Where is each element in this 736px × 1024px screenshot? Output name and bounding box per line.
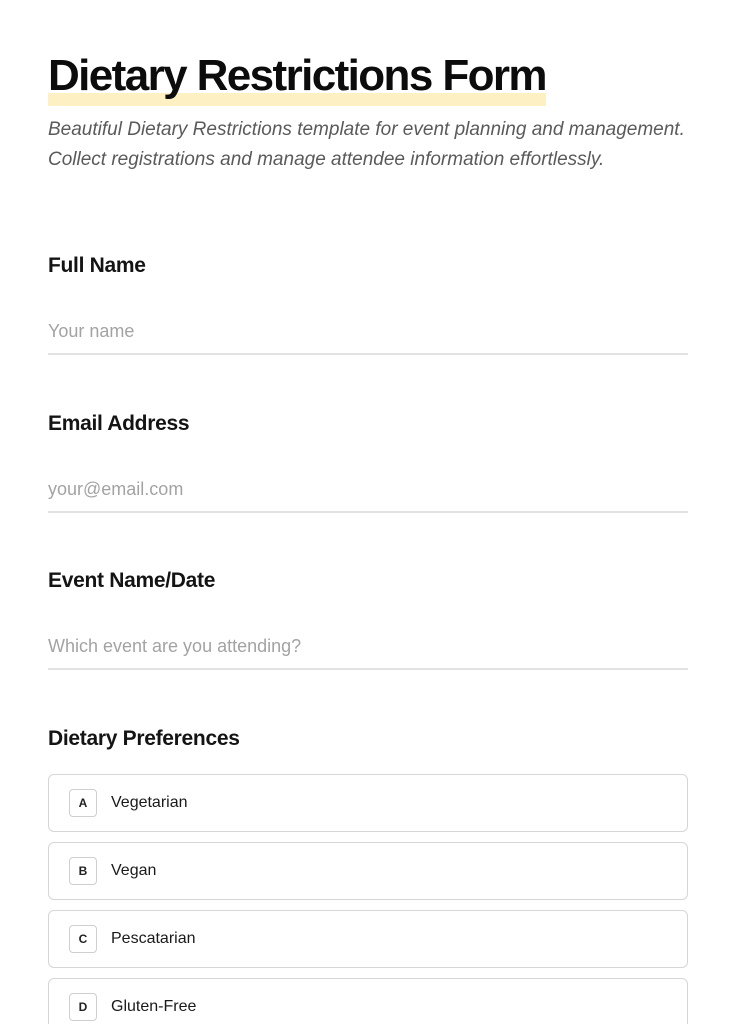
event-label: Event Name/Date (48, 569, 216, 592)
option-label: Vegan (111, 862, 157, 879)
dietary-preferences-options (48, 774, 688, 1024)
email-input[interactable] (48, 467, 688, 513)
full-name-input[interactable] (48, 309, 688, 355)
option-label: Gluten-Free (111, 998, 197, 1015)
option-key-badge: D (69, 993, 97, 1021)
event-input[interactable] (48, 624, 688, 670)
dietary-preferences-field (48, 725, 688, 753)
option-gluten-free[interactable] (48, 978, 688, 1024)
option-vegetarian[interactable] (48, 774, 688, 832)
form-header (48, 50, 546, 102)
email-label: Email Address (48, 412, 190, 435)
option-key-badge: A (69, 789, 97, 817)
option-key-badge: B (69, 857, 97, 885)
dietary-preferences-label: Dietary Preferences (48, 727, 240, 750)
full-name-field (48, 252, 688, 355)
email-field (48, 410, 688, 513)
full-name-label: Full Name (48, 254, 146, 277)
option-label: Pescatarian (111, 930, 196, 947)
form-title: Dietary Restrictions Form (48, 51, 546, 100)
option-pescatarian[interactable] (48, 910, 688, 968)
form-description: Beautiful Dietary Restrictions template for event planning and management. Collect registrations and manage attendee information effortlessly. (48, 119, 685, 170)
option-label: Vegetarian (111, 794, 188, 811)
option-vegan[interactable] (48, 842, 688, 900)
option-key-badge: C (69, 925, 97, 953)
event-field (48, 567, 688, 670)
